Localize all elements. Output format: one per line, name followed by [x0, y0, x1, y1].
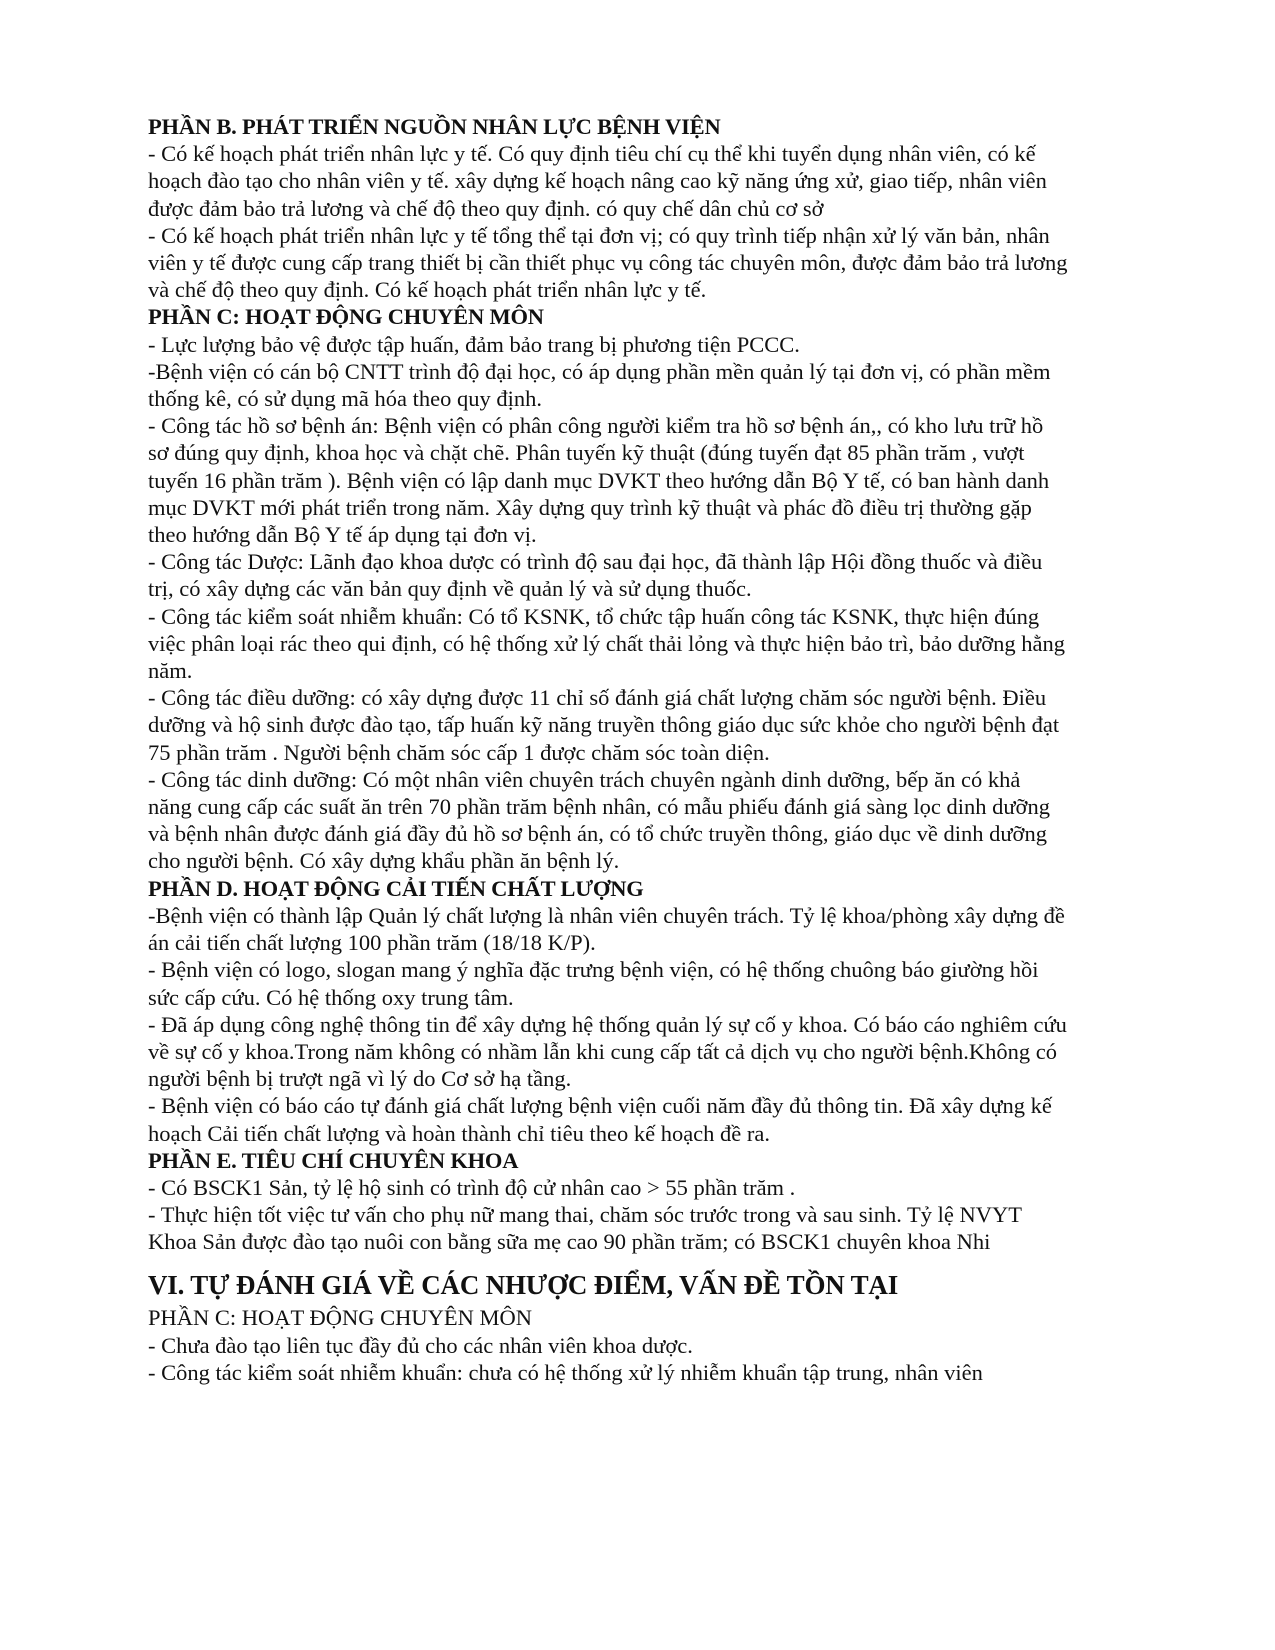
paragraph: - Có BSCK1 Sản, tỷ lệ hộ sinh có trình độ cử nhân cao > 55 phần trăm . — [148, 1174, 796, 1200]
paragraph: - Bệnh viện có báo cáo tự đánh giá chất lượng bệnh viện cuối năm đầy đủ thông tin. Đã xây dựng kế hoạch Cải tiến chất lượng và hoàn thành chỉ tiêu theo kế hoạch đề ra. — [148, 1093, 1052, 1146]
paragraph: - Công tác hồ sơ bệnh án: Bệnh viện có phân công người kiểm tra hồ sơ bệnh án,, có kho lưu trữ hồ sơ đúng quy định, khoa học và chặt chẽ. Phân tuyến kỹ thuật (đúng tuyến đạt 85 phần trăm , vượt tuyến 16 phần trăm ). Bệnh viện có lập danh mục DVKT theo hướng dẫn Bộ Y tế, có ban hành danh mục DVKT mới phát triển trong năm. Xây dựng quy trình kỹ thuật và phác đồ điều trị thường gặp theo hướng dẫn Bộ Y tế áp dụng tại đơn vị. — [148, 413, 1050, 548]
paragraph: - Lực lượng bảo vệ được tập huấn, đảm bảo trang bị phương tiện PCCC. — [148, 331, 800, 357]
section-heading: PHẦN B. PHÁT TRIỂN NGUỒN NHÂN LỰC BỆNH VIỆN — [148, 114, 721, 139]
section-heading: PHẦN E. TIÊU CHÍ CHUYÊN KHOA — [148, 1147, 519, 1173]
section-b — [148, 113, 1068, 303]
paragraph: - Công tác Dược: Lãnh đạo khoa dược có trình độ sau đại học, đã thành lập Hội đồng thuốc và điều trị, có xây dựng các văn bản quy định về quản lý và sử dụng thuốc. — [148, 549, 1043, 602]
paragraph: - Công tác dinh dưỡng: Có một nhân viên chuyên trách chuyên ngành dinh dưỡng, bếp ăn có khả năng cung cấp các suất ăn trên 70 phần trăm bệnh nhân, có mẫu phiếu đánh giá sàng lọc dinh dưỡng và bệnh nhân được đánh giá đầy đủ hồ sơ bệnh án, có tổ chức truyền thông, giáo dục về dinh dưỡng cho người bệnh. Có xây dựng khẩu phần ăn bệnh lý. — [148, 766, 1050, 874]
part-vi-heading: VI. TỰ ĐÁNH GIÁ VỀ CÁC NHƯỢC ĐIỂM, VẤN ĐỀ TỒN TẠI — [148, 1269, 899, 1300]
section-d — [148, 875, 1068, 1147]
section-e — [148, 1147, 1068, 1256]
paragraph: - Đã áp dụng công nghệ thông tin để xây dựng hệ thống quản lý sự cố y khoa. Có báo cáo nghiêm cứu về sự cố y khoa.Trong năm không có nhầm lẫn khi cung cấp tất cả dịch vụ cho người bệnh.Không có người bệnh bị trượt ngã vì lý do Cơ sở hạ tầng. — [148, 1011, 1067, 1092]
paragraph: - Chưa đào tạo liên tục đầy đủ cho các nhân viên khoa dược. — [148, 1332, 693, 1358]
document-page — [148, 113, 1068, 1386]
section-heading: PHẦN D. HOẠT ĐỘNG CẢI TIẾN CHẤT LƯỢNG — [148, 875, 644, 901]
paragraph: -Bệnh viện có cán bộ CNTT trình độ đại học, có áp dụng phần mền quản lý tại đơn vị, có phần mềm thống kê, có sử dụng mã hóa theo quy định. — [148, 358, 1051, 412]
paragraph: - Công tác kiểm soát nhiễm khuẩn: chưa có hệ thống xử lý nhiễm khuẩn tập trung, nhân viên — [148, 1359, 983, 1385]
paragraph: - Có kế hoạch phát triển nhân lực y tế tổng thể tại đơn vị; có quy trình tiếp nhận xử lý văn bản, nhân viên y tế được cung cấp trang thiết bị cần thiết phục vụ công tác chuyên môn, được đảm bảo trả lương và chế độ theo quy định. Có kế hoạch phát triển nhân lực y tế. — [148, 222, 1068, 303]
paragraph: - Bệnh viện có logo, slogan mang ý nghĩa đặc trưng bệnh viện, có hệ thống chuông báo giường hồi sức cấp cứu. Có hệ thống oxy trung tâm. — [148, 957, 1039, 1010]
part-vi — [148, 1268, 1068, 1386]
part-vi-subheading: PHẦN C: HOẠT ĐỘNG CHUYÊN MÔN — [148, 1304, 532, 1330]
paragraph: - Công tác kiểm soát nhiễm khuẩn: Có tổ KSNK, tổ chức tập huấn công tác KSNK, thực hiện đúng việc phân loại rác theo qui định, có hệ thống xử lý chất thải lỏng và thực hiện bảo trì, bảo dưỡng hằng năm. — [148, 603, 1065, 684]
paragraph: - Công tác điều dưỡng: có xây dựng được 11 chỉ số đánh giá chất lượng chăm sóc người bệnh. Điều dưỡng và hộ sinh được đào tạo, tấp huấn kỹ năng truyền thông giáo dục sức khỏe cho người bệnh đạt 75 phần trăm . Người bệnh chăm sóc cấp 1 được chăm sóc toàn diện. — [148, 685, 1060, 765]
paragraph: - Thực hiện tốt việc tư vấn cho phụ nữ mang thai, chăm sóc trước trong và sau sinh. Tỷ lệ NVYT Khoa Sản được đào tạo nuôi con bằng sữa mẹ cao 90 phần trăm; có BSCK1 chuyên khoa Nhi — [148, 1202, 1022, 1255]
paragraph: -Bệnh viện có thành lập Quản lý chất lượng là nhân viên chuyên trách. Tỷ lệ khoa/phòng xây dựng đề án cải tiến chất lượng 100 phần trăm (18/18 K/P). — [148, 902, 1065, 956]
paragraph: - Có kế hoạch phát triển nhân lực y tế. Có quy định tiêu chí cụ thể khi tuyển dụng nhân viên, có kế hoạch đào tạo cho nhân viên y tế. xây dựng kế hoạch nâng cao kỹ năng ứng xử, giao tiếp, nhân viên được đảm bảo trả lương và chế độ theo quy định. có quy chế dân chủ cơ sở — [148, 141, 1047, 221]
section-heading: PHẦN C: HOẠT ĐỘNG CHUYÊN MÔN — [148, 304, 544, 330]
section-c — [148, 303, 1068, 874]
